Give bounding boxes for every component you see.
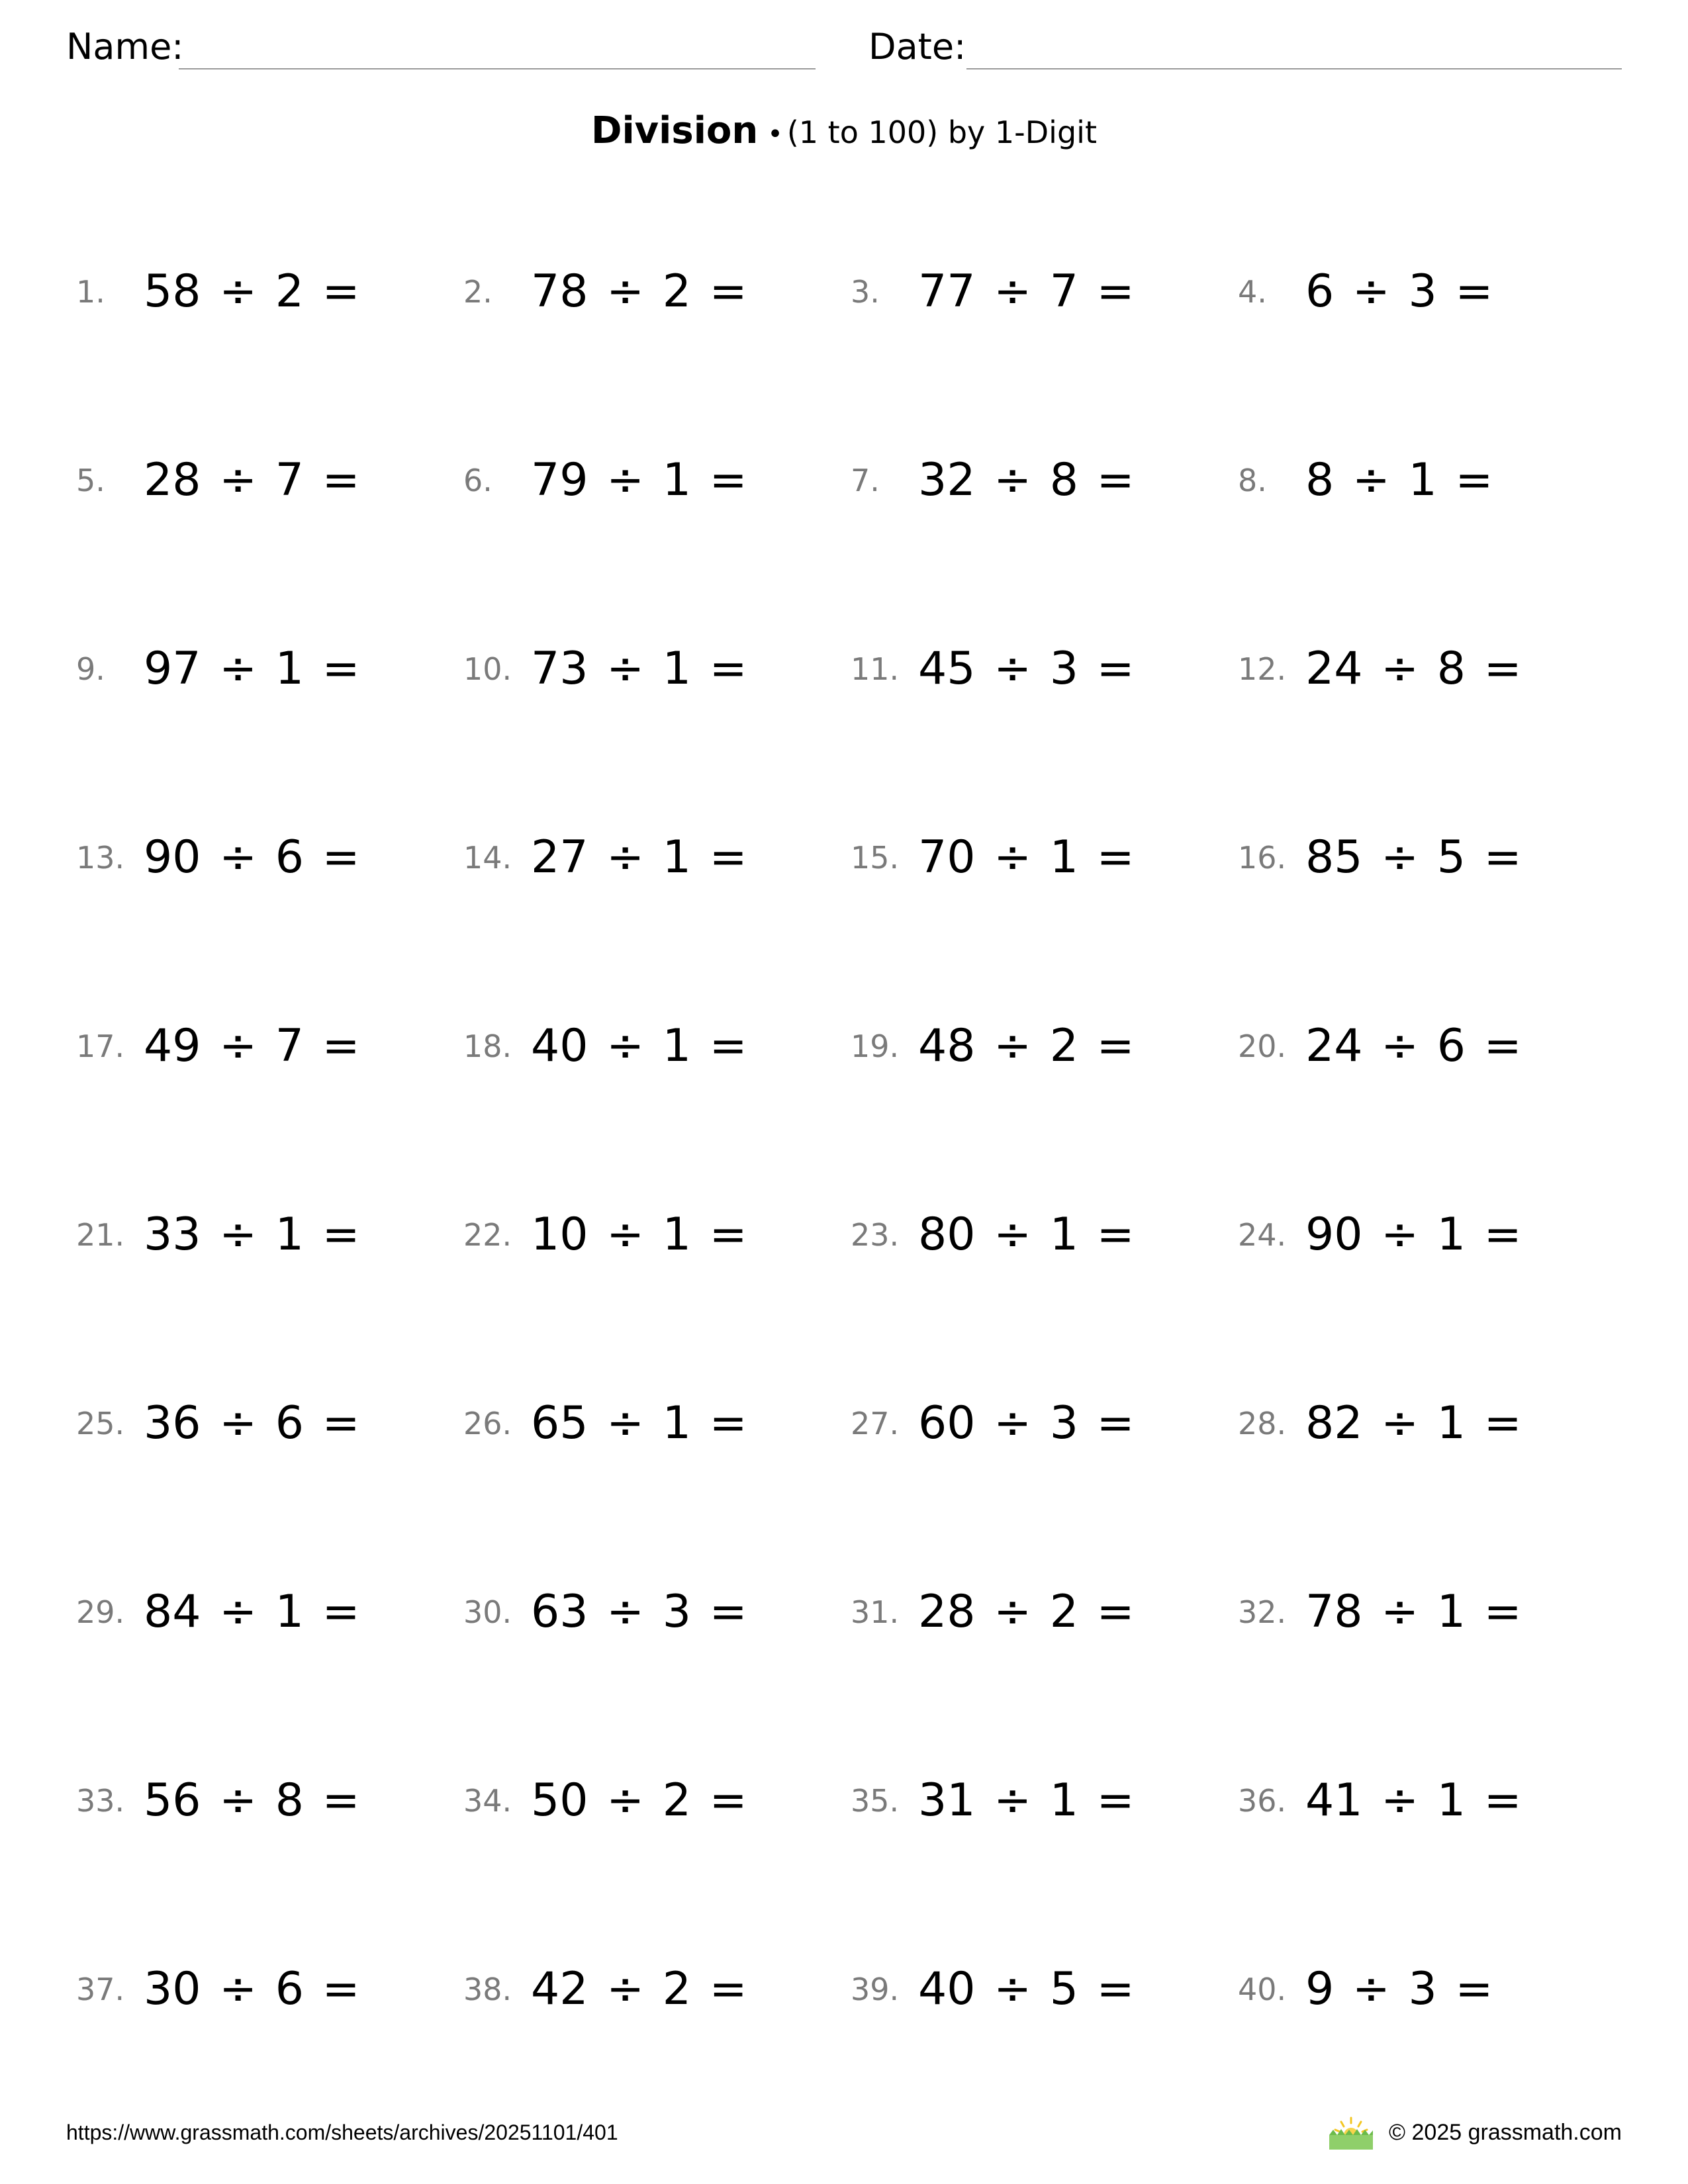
problem-expression: 77 ÷ 7 = — [918, 265, 1135, 318]
problem-item — [851, 255, 1241, 328]
problem-expression: 63 ÷ 3 = — [531, 1586, 747, 1638]
problem-item — [76, 1953, 467, 2026]
name-line — [179, 68, 816, 69]
problem-expression: 10 ÷ 1 = — [531, 1208, 747, 1261]
problem-number: 12. — [1238, 651, 1287, 687]
problem-expression: 33 ÷ 1 = — [144, 1208, 360, 1261]
problem-number: 35. — [851, 1783, 900, 1819]
problem-item — [76, 1764, 467, 1837]
problem-expression: 84 ÷ 1 = — [144, 1586, 360, 1638]
problem-expression: 90 ÷ 6 = — [144, 831, 360, 884]
problem-expression: 80 ÷ 1 = — [918, 1208, 1135, 1261]
problem-item — [851, 1764, 1241, 1837]
problem-expression: 60 ÷ 3 = — [918, 1397, 1135, 1449]
problem-number: 24. — [1238, 1217, 1287, 1253]
problem-number: 20. — [1238, 1028, 1287, 1064]
problem-expression: 90 ÷ 1 = — [1305, 1208, 1522, 1261]
problem-expression: 82 ÷ 1 = — [1305, 1397, 1522, 1449]
problem-item — [463, 1953, 854, 2026]
date-line — [966, 68, 1622, 69]
name-label: Name: — [66, 26, 184, 68]
problem-item — [851, 821, 1241, 894]
date-label: Date: — [868, 26, 966, 68]
problem-number: 1. — [76, 274, 105, 310]
problem-expression: 31 ÷ 1 = — [918, 1774, 1135, 1827]
problem-expression: 32 ÷ 8 = — [918, 454, 1135, 506]
problem-number: 6. — [463, 463, 492, 498]
problem-expression: 27 ÷ 1 = — [531, 831, 747, 884]
problem-number: 29. — [76, 1594, 125, 1630]
problem-number: 31. — [851, 1594, 900, 1630]
problem-item — [1238, 444, 1628, 517]
problem-item — [1238, 821, 1628, 894]
problem-expression: 28 ÷ 7 = — [144, 454, 360, 506]
problem-expression: 24 ÷ 6 = — [1305, 1020, 1522, 1072]
title-main: Division — [591, 109, 759, 152]
problem-number: 4. — [1238, 274, 1267, 310]
problem-number: 8. — [1238, 463, 1267, 498]
problem-expression: 50 ÷ 2 = — [531, 1774, 747, 1827]
problem-number: 33. — [76, 1783, 125, 1819]
problem-number: 28. — [1238, 1406, 1287, 1441]
problem-number: 10. — [463, 651, 512, 687]
problem-number: 26. — [463, 1406, 512, 1441]
problem-number: 14. — [463, 840, 512, 876]
problem-number: 11. — [851, 651, 900, 687]
problem-number: 9. — [76, 651, 105, 687]
problem-expression: 28 ÷ 2 = — [918, 1586, 1135, 1638]
problem-number: 13. — [76, 840, 125, 876]
problem-item — [76, 821, 467, 894]
problem-expression: 78 ÷ 2 = — [531, 265, 747, 318]
problem-number: 22. — [463, 1217, 512, 1253]
problem-number: 15. — [851, 840, 900, 876]
problem-item — [1238, 1199, 1628, 1271]
problem-number: 18. — [463, 1028, 512, 1064]
problem-item — [851, 444, 1241, 517]
title-subtitle: (1 to 100) by 1-Digit — [786, 114, 1097, 150]
problem-item — [1238, 1010, 1628, 1083]
problem-item — [851, 1953, 1241, 2026]
problem-number: 21. — [76, 1217, 125, 1253]
problem-number: 36. — [1238, 1783, 1287, 1819]
problem-item — [463, 1010, 854, 1083]
problem-item — [1238, 1953, 1628, 2026]
footer-brand — [1328, 2115, 1622, 2150]
problem-item — [1238, 1764, 1628, 1837]
problem-item — [851, 1387, 1241, 1460]
grassmath-logo-icon — [1328, 2115, 1374, 2150]
problem-item — [463, 633, 854, 705]
problem-expression: 73 ÷ 1 = — [531, 643, 747, 695]
problem-expression: 78 ÷ 1 = — [1305, 1586, 1522, 1638]
problem-expression: 79 ÷ 1 = — [531, 454, 747, 506]
problem-expression: 58 ÷ 2 = — [144, 265, 360, 318]
problem-number: 25. — [76, 1406, 125, 1441]
problem-number: 37. — [76, 1972, 125, 2007]
problem-item — [463, 255, 854, 328]
problem-number: 38. — [463, 1972, 512, 2007]
problem-expression: 49 ÷ 7 = — [144, 1020, 360, 1072]
problem-number: 3. — [851, 274, 880, 310]
problem-expression: 9 ÷ 3 = — [1305, 1963, 1493, 2015]
problem-number: 23. — [851, 1217, 900, 1253]
title-separator: • — [767, 119, 783, 150]
problem-item — [1238, 1387, 1628, 1460]
problem-expression: 65 ÷ 1 = — [531, 1397, 747, 1449]
problem-number: 34. — [463, 1783, 512, 1819]
problem-expression: 85 ÷ 5 = — [1305, 831, 1522, 884]
problem-number: 19. — [851, 1028, 900, 1064]
problem-expression: 8 ÷ 1 = — [1305, 454, 1493, 506]
problem-expression: 48 ÷ 2 = — [918, 1020, 1135, 1072]
problem-expression: 56 ÷ 8 = — [144, 1774, 360, 1827]
problem-item — [1238, 1576, 1628, 1649]
problem-number: 17. — [76, 1028, 125, 1064]
problem-item — [1238, 633, 1628, 705]
problem-item — [851, 1199, 1241, 1271]
problem-item — [463, 444, 854, 517]
problem-item — [463, 1199, 854, 1271]
problem-item — [76, 1010, 467, 1083]
problem-item — [76, 1199, 467, 1271]
problem-item — [76, 444, 467, 517]
problem-number: 39. — [851, 1972, 900, 2007]
problem-expression: 40 ÷ 1 = — [531, 1020, 747, 1072]
problem-number: 16. — [1238, 840, 1287, 876]
problem-expression: 42 ÷ 2 = — [531, 1963, 747, 2015]
copyright-text: © 2025 grassmath.com — [1389, 2120, 1622, 2145]
problem-item — [851, 1576, 1241, 1649]
problem-item — [851, 1010, 1241, 1083]
problem-item — [463, 1764, 854, 1837]
problem-item — [463, 1576, 854, 1649]
problem-number: 30. — [463, 1594, 512, 1630]
problem-expression: 70 ÷ 1 = — [918, 831, 1135, 884]
problem-number: 7. — [851, 463, 880, 498]
footer-url: https://www.grassmath.com/sheets/archives/20251101/401 — [66, 2120, 618, 2144]
problem-item — [1238, 255, 1628, 328]
problem-expression: 41 ÷ 1 = — [1305, 1774, 1522, 1827]
problem-item — [76, 1387, 467, 1460]
problem-number: 40. — [1238, 1972, 1287, 2007]
worksheet-title — [0, 106, 1688, 165]
problem-expression: 24 ÷ 8 = — [1305, 643, 1522, 695]
problem-item — [76, 1576, 467, 1649]
problem-expression: 97 ÷ 1 = — [144, 643, 360, 695]
problem-item — [463, 1387, 854, 1460]
problem-item — [76, 633, 467, 705]
problem-number: 5. — [76, 463, 105, 498]
problem-expression: 36 ÷ 6 = — [144, 1397, 360, 1449]
problem-expression: 40 ÷ 5 = — [918, 1963, 1135, 2015]
problem-item — [851, 633, 1241, 705]
problem-expression: 6 ÷ 3 = — [1305, 265, 1493, 318]
problem-number: 32. — [1238, 1594, 1287, 1630]
problem-item — [463, 821, 854, 894]
problem-expression: 30 ÷ 6 = — [144, 1963, 360, 2015]
problem-expression: 45 ÷ 3 = — [918, 643, 1135, 695]
problem-number: 27. — [851, 1406, 900, 1441]
problem-item — [76, 255, 467, 328]
problem-number: 2. — [463, 274, 492, 310]
